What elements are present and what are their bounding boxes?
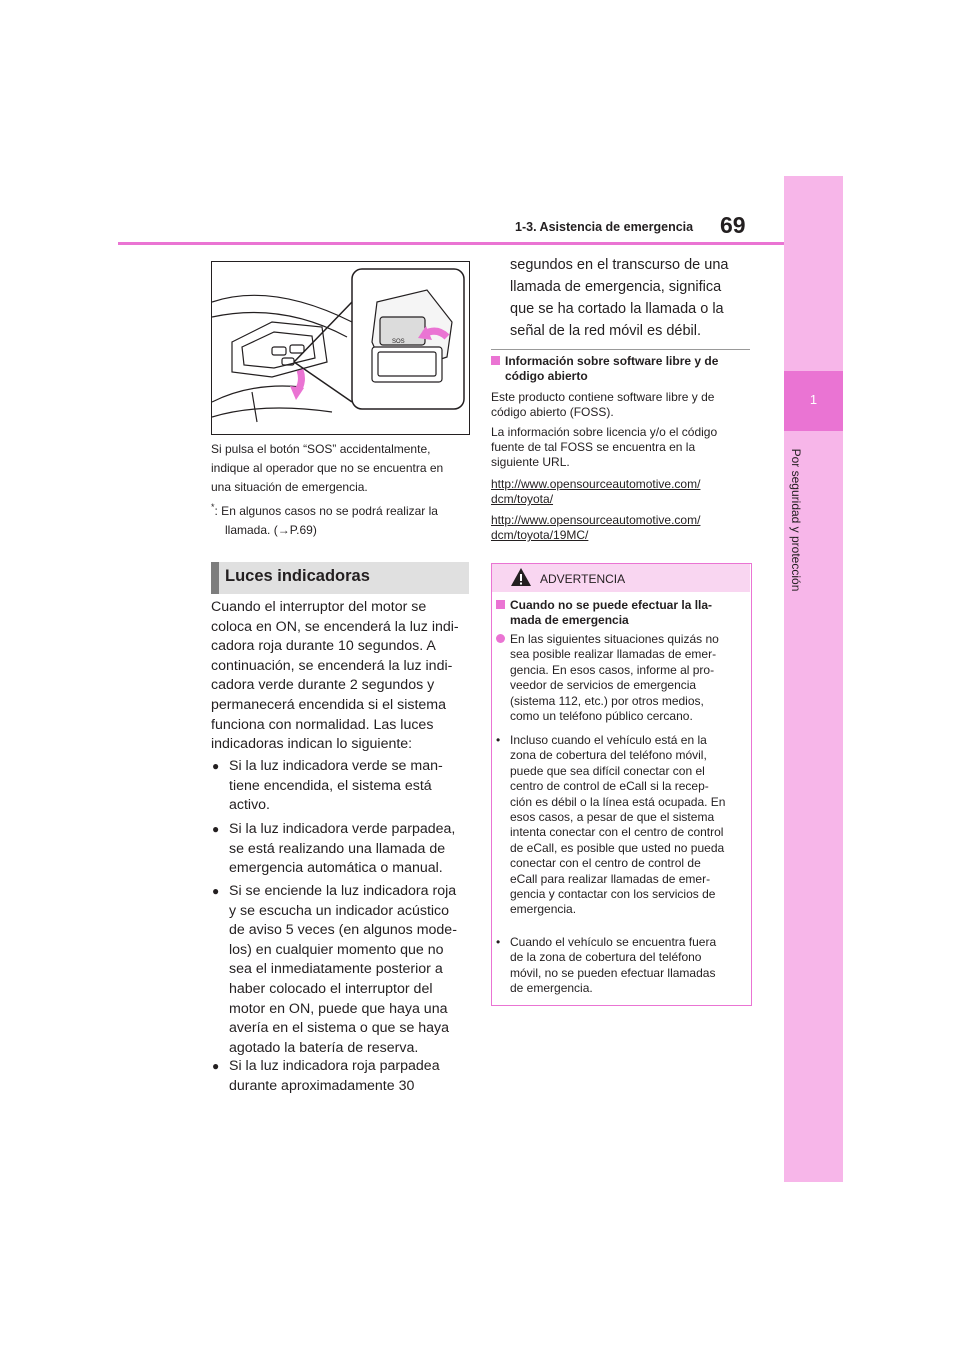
list-item (212, 882, 471, 1058)
square-bullet-icon (491, 356, 500, 365)
text-line: gencia. En esos casos, informe al pro- (510, 662, 715, 677)
page-number: 69 (720, 212, 746, 238)
warning-item (510, 632, 742, 724)
info-heading (491, 354, 746, 384)
info-paragraph (491, 390, 746, 420)
body-line: llamada de emergencia, significa (510, 279, 722, 295)
text-line: siguiente URL. (491, 455, 570, 469)
list-item (212, 1057, 471, 1096)
chapter-number: 1 (809, 392, 818, 407)
info-paragraph (491, 425, 746, 470)
figure-caption (211, 440, 471, 497)
text-line: gencia y contactar con los servicios de (510, 887, 716, 902)
text-line: como un teléfono público cercano. (510, 709, 693, 724)
text-line: intenta conectar con el centro de control (510, 825, 724, 840)
heading-bar (211, 562, 219, 594)
bullet-line: Si la luz indicadora verde parpadea, (229, 821, 456, 837)
bullet-icon: ● (212, 1059, 220, 1073)
bullet-line: los) en cualquier momento que no (229, 941, 444, 958)
caption-line: Si pulsa el botón “SOS” accidentalmente, (211, 442, 431, 456)
text-line: emergencia. (510, 902, 577, 917)
foss-link[interactable] (491, 477, 746, 507)
text-line: veedor de servicios de emergencia (510, 678, 697, 693)
warning-triangle-icon (510, 567, 532, 592)
body-line: que se ha cortado la llamada o la (510, 301, 724, 317)
footnote-mark: * (211, 502, 215, 512)
link-line[interactable]: http://www.opensourceautomotive.com/ (491, 513, 701, 527)
warning-item (496, 935, 742, 997)
text-line: conectar con el centro de control de (510, 856, 701, 871)
bullet-line: y se escucha un indicador acústico (229, 902, 450, 919)
heading-line: código abierto (505, 369, 588, 383)
body-line: continuación, se encenderá la luz indi- (211, 657, 453, 674)
caption-line: una situación de emergencia. (211, 480, 368, 494)
chapter-title: Por seguridad y protección (789, 448, 803, 592)
bullet-line: Si se enciende la luz indicadora roja (229, 883, 457, 899)
bullet-line: activo. (229, 797, 271, 814)
list-item (212, 820, 471, 879)
text-line: sea posible realizar llamadas de emer- (510, 647, 717, 662)
bullet-icon: ● (212, 759, 220, 773)
header-rule (118, 242, 784, 245)
body-line: cadora verde durante 2 segundos y (211, 677, 435, 694)
footnote-line: : En algunos casos no se podrá realizar la (214, 504, 438, 518)
bullet-line: se está realizando una llamada de (229, 840, 446, 857)
text-line: zona de cobertura del teléfono móvil, (510, 748, 707, 763)
bullet-icon: ● (212, 884, 220, 898)
text-line: esos casos, a pesar de que el sistema (510, 810, 715, 825)
divider (491, 349, 750, 350)
section-heading-text: Luces indicadoras (225, 567, 370, 585)
body-line: coloca en ON, se encenderá la luz indi- (211, 618, 459, 635)
text-line: código abierto (FOSS). (491, 405, 614, 419)
bullet-line: avería en el sistema o que se haya (229, 1020, 450, 1037)
text-line: móvil, no se pueden efectuar llamadas (510, 965, 716, 980)
chapter-side-tab (784, 176, 843, 1182)
bullet-line: durante aproximadamente 30 (229, 1077, 415, 1094)
luces-paragraph (211, 598, 476, 755)
text-line: En las siguientes situaciones quizás no (510, 632, 719, 646)
bullet-dot: • (496, 935, 501, 949)
heading-line: mada de emergencia (510, 613, 629, 627)
text-line: eCall para realizar llamadas de emer- (510, 871, 711, 886)
body-line: indicadoras indican lo siguiente: (211, 736, 413, 753)
text-line: Este producto contiene software libre y de (491, 390, 715, 404)
text-line: de eCall, es posible que usted no pueda (510, 840, 725, 855)
link-line[interactable]: dcm/toyota/ (491, 492, 554, 506)
heading-line: Información sobre software libre y de (505, 354, 719, 368)
footnote (211, 498, 471, 540)
body-line: señal de la red móvil es débil. (510, 323, 702, 339)
bullet-line: haber colocado el interruptor del (229, 980, 433, 997)
text-line: de emergencia. (510, 981, 593, 996)
continuation-paragraph (510, 254, 750, 342)
list-item (212, 757, 471, 816)
circle-bullet-icon (496, 632, 505, 647)
bullet-line: emergencia automática o manual. (229, 860, 443, 877)
text-line: Cuando el vehículo se encuentra fuera (510, 935, 717, 949)
sos-button-illustration (211, 261, 470, 435)
bullet-line: sea el inmediatamente posterior a (229, 961, 443, 978)
body-line: funciona con normalidad. Las luces (211, 716, 434, 733)
bullet-line: Si la luz indicadora verde se man- (229, 758, 443, 774)
bullet-line: agotado la batería de reserva. (229, 1039, 419, 1056)
footnote-line: llamada. (→P.69) (225, 523, 317, 537)
bullet-line: tiene encendida, el sistema está (229, 777, 432, 794)
text-line: Incluso cuando el vehículo está en la (510, 733, 707, 747)
link-line[interactable]: http://www.opensourceautomotive.com/ (491, 477, 701, 491)
warning-title: ADVERTENCIA (540, 572, 626, 586)
body-line: segundos en el transcurso de una (510, 257, 729, 273)
text-line: La información sobre licencia y/o el código (491, 425, 718, 439)
bullet-dot: • (496, 733, 501, 747)
body-line: Cuando el interruptor del motor se (211, 599, 427, 615)
heading-line: Cuando no se puede efectuar la lla- (510, 598, 713, 612)
text-line: (sistema 112, etc.) por otros medios, (510, 693, 704, 708)
bullet-line: de aviso 5 veces (en algunos mode- (229, 922, 457, 939)
warning-heading (496, 598, 741, 628)
body-line: permanecerá encendida si el sistema (211, 696, 447, 713)
bullet-icon: ● (212, 822, 220, 836)
text-line: centro de control de eCall si la recep- (510, 779, 709, 794)
foss-link-19mc[interactable] (491, 513, 746, 543)
text-line: ción es débil o la línea está ocupada. En (510, 794, 726, 809)
warning-item (496, 733, 742, 918)
section-heading-luces (211, 562, 469, 594)
caption-line: indique al operador que no se encuentra en (211, 461, 444, 475)
body-line: cadora roja durante 10 segundos. A (211, 638, 436, 655)
square-bullet-icon (496, 600, 505, 609)
text-line: fuente de tal FOSS se encuentra en la (491, 440, 696, 454)
section-title: 1-3. Asistencia de emergencia (515, 220, 694, 234)
text-line: de la zona de cobertura del teléfono (510, 950, 702, 965)
bullet-line: motor en ON, puede que haya una (229, 1000, 448, 1017)
sos-label: SOS (392, 339, 405, 345)
link-line[interactable]: dcm/toyota/19MC/ (491, 528, 589, 542)
bullet-line: Si la luz indicadora roja parpadea (229, 1058, 440, 1074)
sos-illustration-svg (212, 262, 469, 434)
text-line: puede que sea difícil conectar con el (510, 763, 705, 778)
